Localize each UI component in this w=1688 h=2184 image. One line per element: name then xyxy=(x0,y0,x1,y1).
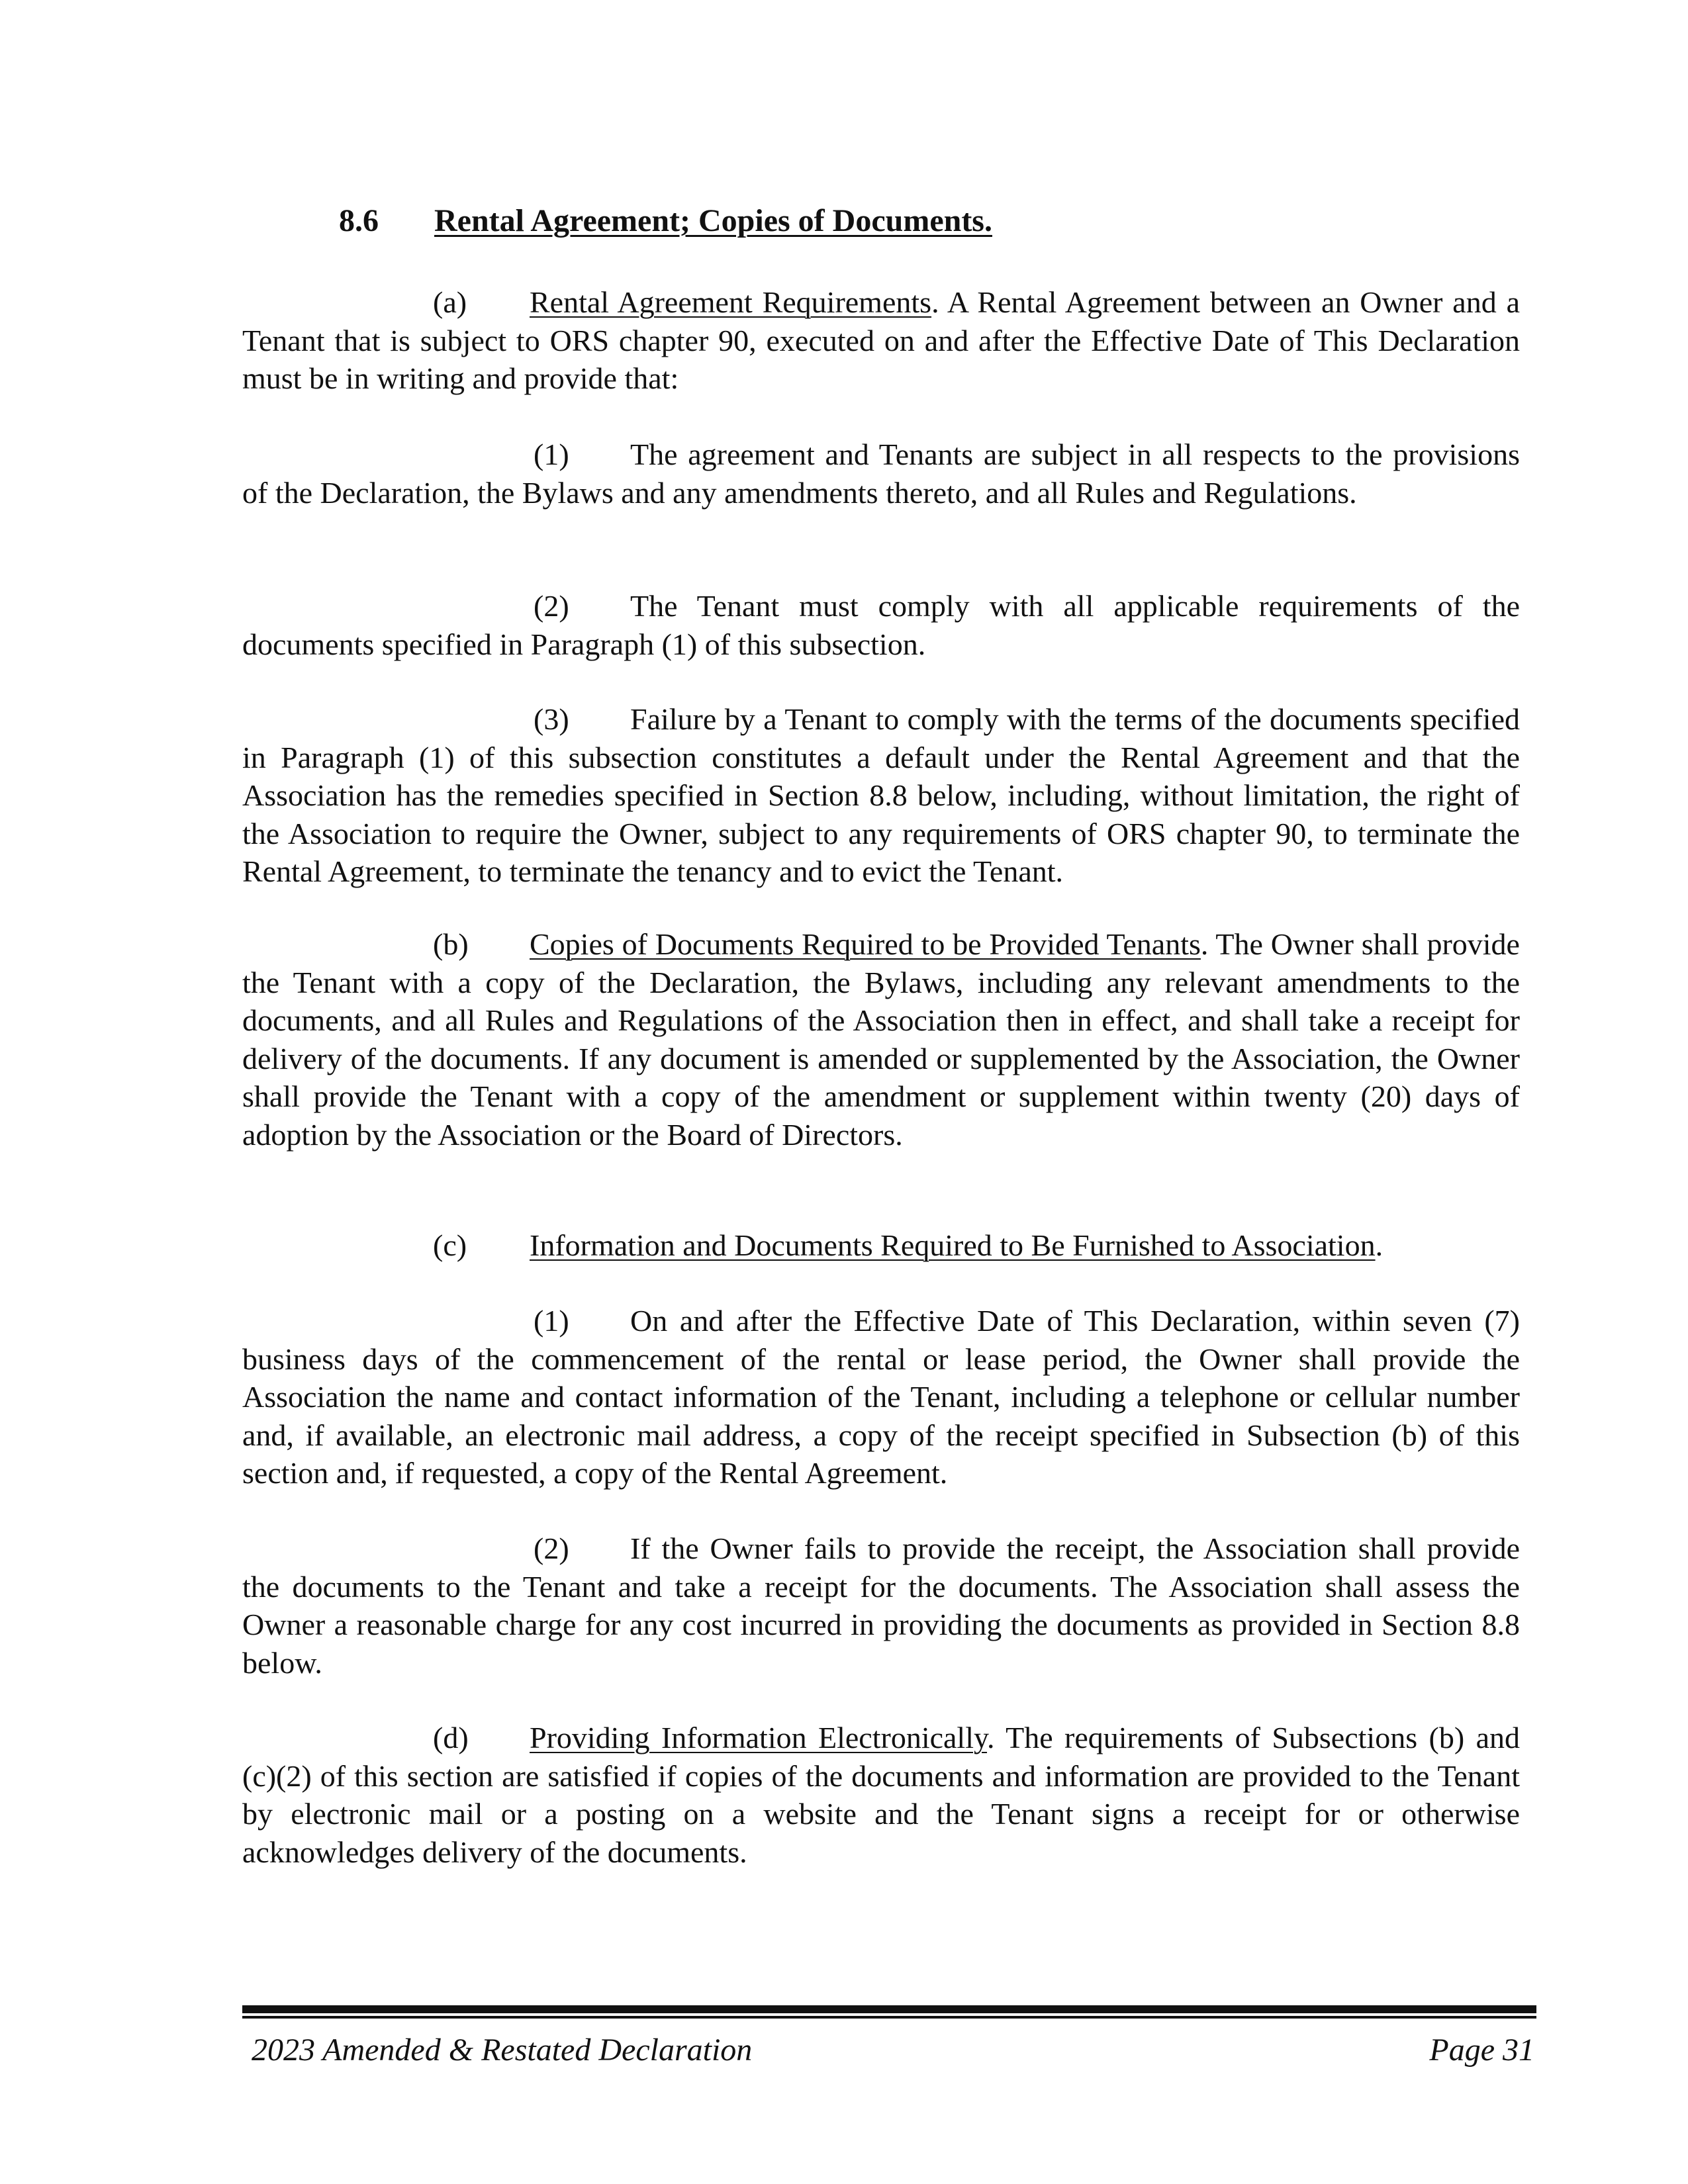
footer-document-title: 2023 Amended & Restated Declaration xyxy=(252,2032,753,2068)
paragraph-c xyxy=(242,1226,1520,1265)
paragraph-a3 xyxy=(242,700,1520,891)
paragraph-label: (1) xyxy=(534,437,569,471)
paragraph-c1 xyxy=(242,1302,1520,1492)
paragraph-text: . A Rental Agreement between an Owner and a Tenant that is subject to ORS chapter 90, executed on and after the Effective Date of This Declaration must be in writing and provide that: xyxy=(242,285,1520,395)
paragraph-text: . xyxy=(1375,1228,1383,1262)
paragraph-c2 xyxy=(242,1529,1520,1682)
paragraph-text: . The requirements of Subsections (b) and (c)(2) of this section are satisfied if copies of the documents and information are provided to the Tenant by electronic mail or a posting on a website and the Tenant signs a receipt for or otherwise acknowledges delivery of the documents. xyxy=(242,1721,1520,1869)
paragraph-text: The agreement and Tenants are subject in all respects to the provisions of the Declaration, the Bylaws and any amendments thereto, and all Rules and Regulations. xyxy=(242,437,1520,510)
paragraph-label: (a) xyxy=(433,285,467,319)
paragraph-caption: Information and Documents Required to Be Furnished to Association xyxy=(530,1228,1376,1262)
paragraph-label: (2) xyxy=(534,1531,569,1565)
paragraph-a2 xyxy=(242,587,1520,663)
paragraph-text: . The Owner shall provide the Tenant with a copy of the Declaration, the Bylaws, including any relevant amendments to the documents, and all Rules and Regulations of the Association then in effect, and shall take a receipt for delivery of the documents. If any document is amended or supplemented by the Association, the Owner shall provide the Tenant with a copy of the amendment or supplement within twenty (20) days of adoption by the Association or the Board of Directors. xyxy=(242,927,1520,1152)
paragraph-a xyxy=(242,283,1520,398)
paragraph-caption: Providing Information Electronically xyxy=(530,1721,988,1754)
paragraph-label: (b) xyxy=(433,927,469,961)
footer-rule xyxy=(242,2005,1536,2013)
section-heading xyxy=(339,201,992,241)
paragraph-caption: Rental Agreement Requirements xyxy=(530,285,932,319)
paragraph-caption: Copies of Documents Required to be Provided Tenants xyxy=(530,927,1201,961)
paragraph-label: (c) xyxy=(433,1228,467,1262)
paragraph-text: The Tenant must comply with all applicable requirements of the documents specified in Paragraph (1) of this subsection. xyxy=(242,589,1520,661)
paragraph-label: (3) xyxy=(534,702,569,736)
paragraph-text: Failure by a Tenant to comply with the terms of the documents specified in Paragraph (1) of this subsection constitutes a default under the Rental Agreement and that the Association has the remedies specified in Section 8.8 below, including, without limitation, the right of the Association to require the Owner, subject to any requirements of ORS chapter 90, to terminate the Rental Agreement, to terminate the tenancy and to evict the Tenant. xyxy=(242,702,1520,888)
footer-page-number: Page 31 xyxy=(1429,2032,1534,2068)
footer-rule-thin xyxy=(242,2016,1536,2019)
section-title: Rental Agreement; Copies of Documents. xyxy=(434,203,992,238)
paragraph-text: On and after the Effective Date of This Declaration, within seven (7) business days of the commencement of the rental or lease period, the Owner shall provide the Association the name and contact information of the Tenant, including a telephone or cellular number and, if available, an electronic mail address, a copy of the receipt specified in Subsection (b) of this section and, if requested, a copy of the Rental Agreement. xyxy=(242,1304,1520,1490)
paragraph-label: (d) xyxy=(433,1721,469,1754)
section-number: 8.6 xyxy=(339,203,379,238)
paragraph-label: (1) xyxy=(534,1304,569,1338)
paragraph-b xyxy=(242,925,1520,1154)
paragraph-label: (2) xyxy=(534,589,569,623)
paragraph-a1 xyxy=(242,435,1520,512)
paragraph-d xyxy=(242,1719,1520,1871)
paragraph-text: If the Owner fails to provide the receipt, the Association shall provide the documents to the Tenant and take a receipt for the documents. The Association shall assess the Owner a reasonable charge for any cost incurred in providing the documents as provided in Section 8.8 below. xyxy=(242,1531,1520,1680)
